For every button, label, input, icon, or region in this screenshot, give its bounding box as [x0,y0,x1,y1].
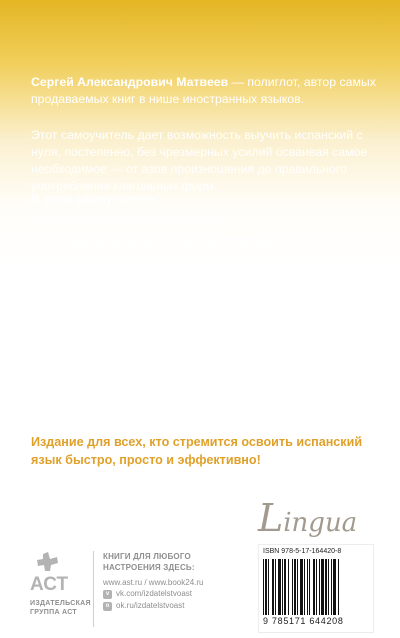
slogan [103,551,203,573]
ok-icon: o [103,602,112,611]
feature-item: • русско-испанский и испанско-русский словари, [31,391,381,408]
barcode-digits: 9 785171 644208 [263,616,344,626]
vk-icon: v [103,590,112,599]
feature-item: • глагольные времена с примерами их употребления, [31,279,381,296]
barcode-area [258,544,374,633]
closing-statement: Издание для всех, кто стремится освоить испанский язык быстро, просто и эффективно! [31,435,363,467]
publisher-links [103,551,203,612]
lingua-series-logo [258,496,357,540]
feature-item: • упражнения на отработку пройденного материала, [31,369,381,386]
feature-item: • правила чтения и произношения, [31,212,381,229]
publisher-name [30,599,91,617]
lingua-initial: L [258,496,284,540]
isbn-text: ISBN 978-5-17-164420-8 [263,548,342,555]
book-description: Этот самоучитель дает возможность выучить испанский с нуля, постепенно, без чрезмерных усилий осваивая самое необходимое — от азов произношения до правильного употребления глагольных форм. [31,128,368,193]
publisher-line1: ИЗДАТЕЛЬСКАЯ [30,600,91,607]
feature-item: • все основные части речи, [31,257,381,274]
lingua-rest: ingua [283,508,358,538]
feature-item: • полезные приложения. [31,414,381,431]
feature-item: • неправильные глаголы, [31,324,381,341]
footer-divider [93,551,94,627]
footer [0,543,400,638]
slogan-line1: КНИГИ ДЛЯ ЛЮБОГО [103,552,191,561]
feature-item: • понятная транскрипция русскими буквами, [31,234,381,251]
vk-link[interactable] [103,588,203,600]
intro-block [31,74,376,195]
website-link[interactable]: www.ast.ru / www.book24.ru [103,578,204,587]
ok-link-text: ok.ru/izdatelstvoast [116,601,185,610]
feature-item: • модальные глаголы, [31,302,381,319]
features-list [31,212,381,431]
ast-logo-icon [29,551,69,593]
slogan-line2: НАСТРОЕНИЯ ЗДЕСЬ: [103,563,195,572]
ok-link[interactable] [103,600,203,612]
vk-link-text: vk.com/izdatelstvoast [116,589,193,598]
barcode-icon [263,559,369,615]
features-block [31,191,381,436]
author-bio: — полиглот, автор самых продаваемых книг в нише иностранных языков. [31,75,376,106]
publisher-line2: ГРУППА АСТ [30,609,77,616]
author-paragraph [31,74,376,108]
author-name: Сергей Александрович Матвеев [31,75,229,89]
feature-item: • базовая лексика, необходимая для общения, [31,346,381,363]
ast-logo-text: АСТ [30,574,69,593]
features-title: В этом самоучителе: [31,192,159,206]
